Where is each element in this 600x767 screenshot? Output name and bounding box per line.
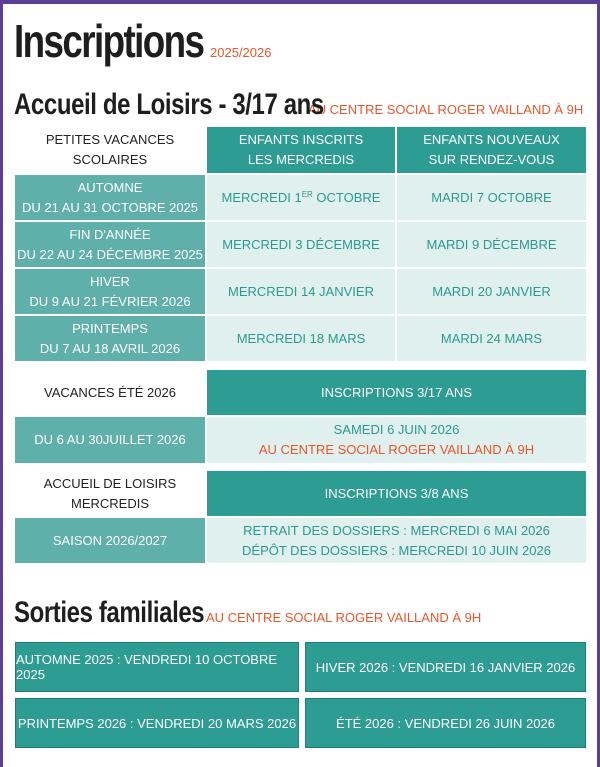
period-name: AUTOMNE — [77, 179, 143, 195]
inscrits-date — [222, 188, 381, 208]
ete-header — [207, 370, 586, 415]
page-heading — [14, 14, 271, 68]
row-printemps-label — [15, 316, 205, 361]
header-text: SUR RENDEZ-VOUS — [428, 152, 555, 167]
period-dates: DU 7 AU 18 AVRIL 2026 — [39, 340, 181, 356]
season-text: SAISON 2026/2027 — [52, 532, 168, 548]
row-hiver-label — [15, 269, 205, 314]
ete-inscription-date — [207, 417, 586, 463]
period-dates: DU 22 AU 24 DÉCEMBRE 2025 — [17, 246, 203, 262]
sortie-printemps — [15, 698, 299, 748]
mercredis-dossiers — [207, 518, 586, 563]
period-dates: DU 9 AU 21 FÉVRIER 2026 — [29, 293, 191, 309]
page-title: Inscriptions — [14, 15, 204, 67]
mercredis-label-text: ACCUEIL DE LOISIRS — [43, 475, 177, 491]
period-name: FIN D'ANNÉE — [69, 226, 151, 242]
row-printemps-nouveaux — [397, 316, 586, 361]
mercredis-season — [15, 518, 205, 563]
date-text: MERCREDI 1 — [221, 189, 302, 205]
mercredis-label — [15, 471, 205, 516]
sortie-text: PRINTEMPS 2026 : VENDREDI 20 MARS 2026 — [17, 715, 297, 731]
header-text: ENFANTS NOUVEAUX — [423, 132, 560, 147]
sortie-ete — [305, 698, 586, 748]
sortie-text: ÉTÉ 2026 : VENDREDI 26 JUIN 2026 — [336, 715, 555, 731]
date-text: OCTOBRE — [312, 189, 381, 205]
ete-label-text: VACANCES ÉTÉ 2026 — [44, 384, 176, 400]
accueil-heading — [14, 88, 583, 122]
sorties-location: AU CENTRE SOCIAL ROGER VAILLAND À 9H — [206, 610, 482, 625]
left-border — [0, 0, 3, 767]
mercredis-header-text: INSCRIPTIONS 3/8 ANS — [324, 485, 469, 501]
period-name: PRINTEMPS — [72, 320, 148, 336]
depot-dossiers: DÉPÔT DES DOSSIERS : MERCREDI 10 JUIN 2026 — [242, 542, 551, 558]
sortie-automne — [15, 642, 299, 692]
sortie-hiver — [305, 642, 586, 692]
row-automne-nouveaux — [397, 175, 586, 220]
retrait-dossiers: RETRAIT DES DOSSIERS : MERCREDI 6 MAI 2026 — [243, 522, 550, 538]
nouveaux-date: MARDI 9 DÉCEMBRE — [426, 236, 557, 252]
row-automne-inscrits — [207, 175, 395, 220]
row-automne-label — [15, 175, 205, 220]
top-border — [0, 0, 600, 4]
header-enfants-inscrits — [207, 127, 395, 173]
sorties-heading — [14, 596, 481, 630]
ete-header-text: INSCRIPTIONS 3/17 ANS — [321, 384, 472, 400]
mercredis-header — [207, 471, 586, 516]
header-text: SCOLAIRES — [72, 152, 148, 167]
sortie-text: AUTOMNE 2025 : VENDREDI 10 OCTOBRE 2025 — [16, 652, 278, 682]
ete-dates-text: DU 6 AU 30JUILLET 2026 — [34, 432, 186, 447]
mercredis-label-text: MERCREDIS — [70, 495, 149, 511]
nouveaux-date: MARDI 24 MARS — [440, 330, 543, 346]
header-text: LES MERCREDIS — [247, 152, 355, 167]
header-enfants-nouveaux — [397, 127, 586, 173]
header-petites-vacances — [15, 127, 205, 173]
row-printemps-inscrits — [207, 316, 395, 361]
nouveaux-date: MARDI 20 JANVIER — [432, 283, 551, 299]
accueil-location: AU CENTRE SOCIAL ROGER VAILLAND À 9H — [308, 102, 584, 117]
sortie-text: HIVER 2026 : VENDREDI 16 JANVIER 2026 — [315, 659, 576, 675]
row-hiver-nouveaux — [397, 269, 586, 314]
accueil-title: Accueil de Loisirs - 3/17 ans — [14, 88, 324, 121]
inscrits-date: MERCREDI 14 JANVIER — [228, 283, 374, 299]
period-dates: DU 21 AU 31 OCTOBRE 2025 — [21, 199, 199, 215]
header-text: PETITES VACANCES — [45, 132, 175, 147]
ete-date-line: SAMEDI 6 JUIN 2026 — [333, 422, 460, 437]
row-fin-annee-nouveaux — [397, 222, 586, 267]
ete-label — [15, 370, 205, 415]
ete-location-line: AU CENTRE SOCIAL ROGER VAILLAND À 9H — [258, 442, 535, 457]
nouveaux-date: MARDI 7 OCTOBRE — [431, 189, 552, 205]
header-text: ENFANTS INSCRITS — [238, 132, 364, 147]
row-fin-annee-inscrits — [207, 222, 395, 267]
row-hiver-inscrits — [207, 269, 395, 314]
inscrits-date: MERCREDI 18 MARS — [236, 330, 366, 346]
sorties-title: Sorties familiales — [14, 596, 205, 629]
page-year: 2025/2026 — [210, 45, 272, 60]
row-fin-annee-label — [15, 222, 205, 267]
ete-dates — [15, 417, 205, 463]
ordinal-sup: ER — [301, 189, 313, 199]
inscrits-date: MERCREDI 3 DÉCEMBRE — [222, 236, 380, 252]
period-name: HIVER — [90, 273, 130, 289]
